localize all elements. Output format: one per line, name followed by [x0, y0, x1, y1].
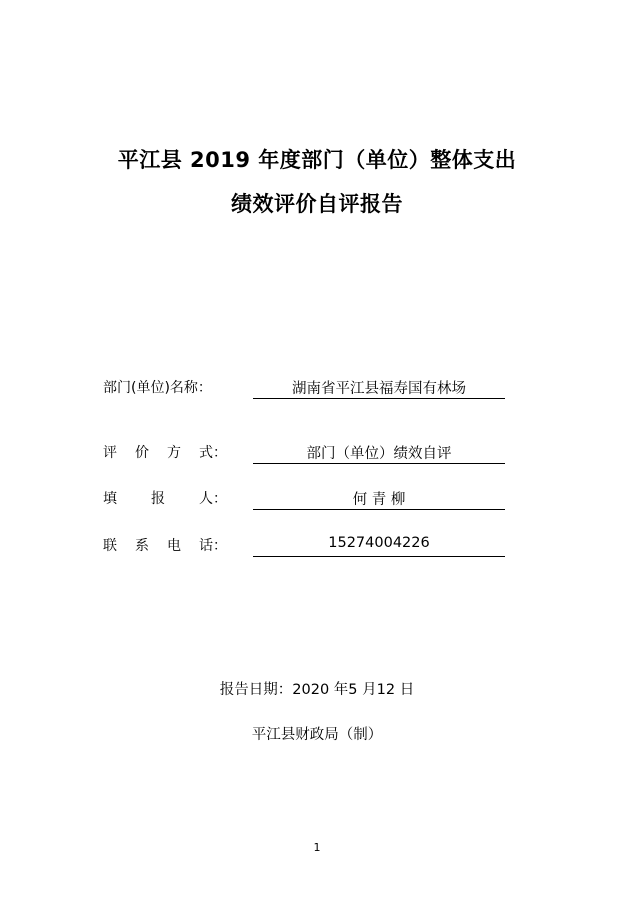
- reporter-label: [103, 488, 227, 508]
- report-title-line-2: 绩效评价自评报告: [231, 192, 403, 216]
- department-value: 湖南省平江县福寿国有林场: [253, 377, 505, 399]
- label-char: 电: [167, 538, 181, 554]
- field-row-department: [103, 377, 513, 401]
- label-char: 式：: [199, 445, 227, 461]
- label-char: 人：: [199, 491, 227, 507]
- label-char: 方: [167, 445, 181, 461]
- reporter-value: 何 青 柳: [253, 488, 505, 510]
- field-row-phone: [103, 535, 513, 559]
- report-date-value: 2020 年5 月12 日: [292, 682, 415, 698]
- field-row-reporter: [103, 488, 513, 512]
- field-row-evaluation-method: [103, 442, 513, 466]
- label-char: 填: [103, 491, 117, 507]
- report-date-label: 报告日期：: [219, 682, 293, 698]
- department-label: 部门(单位)名称：: [103, 380, 212, 396]
- label-char: 评: [103, 445, 117, 461]
- report-date: [0, 678, 634, 699]
- label-char: 系: [135, 538, 149, 554]
- label-char: 报: [151, 491, 165, 507]
- phone-label: [103, 535, 227, 555]
- issuer: 平江县财政局（制）: [251, 727, 383, 743]
- label-char: 价: [135, 445, 149, 461]
- evaluation-method-label: [103, 442, 227, 462]
- phone-value: 15274004226: [253, 535, 505, 557]
- label-char: 联: [103, 538, 117, 554]
- page-number: 1: [313, 841, 321, 854]
- label-char: 话：: [199, 538, 227, 554]
- report-title-line-1: 平江县 2019 年度部门（单位）整体支出: [117, 148, 517, 172]
- evaluation-method-value: 部门（单位）绩效自评: [253, 442, 505, 464]
